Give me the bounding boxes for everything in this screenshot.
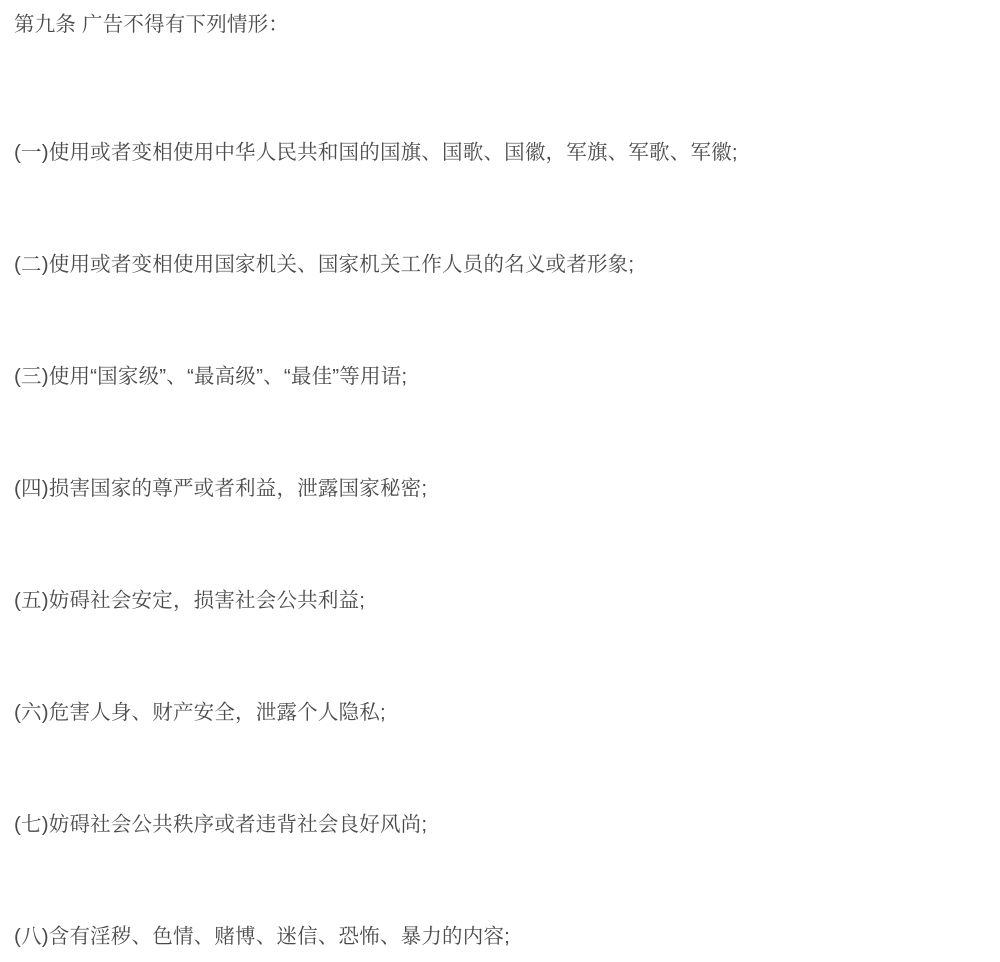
clause-item-2: (二)使用或者变相使用国家机关、国家机关工作人员的名义或者形象; xyxy=(14,253,635,276)
clause-item-1: (一)使用或者变相使用中华人民共和国的国旗、国歌、国徽，军旗、军歌、军徽; xyxy=(14,141,738,164)
clause-item-4: (四)损害国家的尊严或者利益，泄露国家秘密; xyxy=(14,477,428,500)
clause-item-3: (三)使用“国家级”、“最高级”、“最佳”等用语; xyxy=(14,365,408,388)
clause-item-5: (五)妨碍社会安定，损害社会公共利益; xyxy=(14,589,366,612)
clause-item-7: (七)妨碍社会公共秩序或者违背社会良好风尚; xyxy=(14,813,428,836)
clause-item-8: (八)含有淫秽、色情、赌博、迷信、恐怖、暴力的内容; xyxy=(14,925,511,948)
article-heading: 第九条 广告不得有下列情形： xyxy=(14,13,289,36)
clause-item-6: (六)危害人身、财产安全，泄露个人隐私; xyxy=(14,701,386,724)
